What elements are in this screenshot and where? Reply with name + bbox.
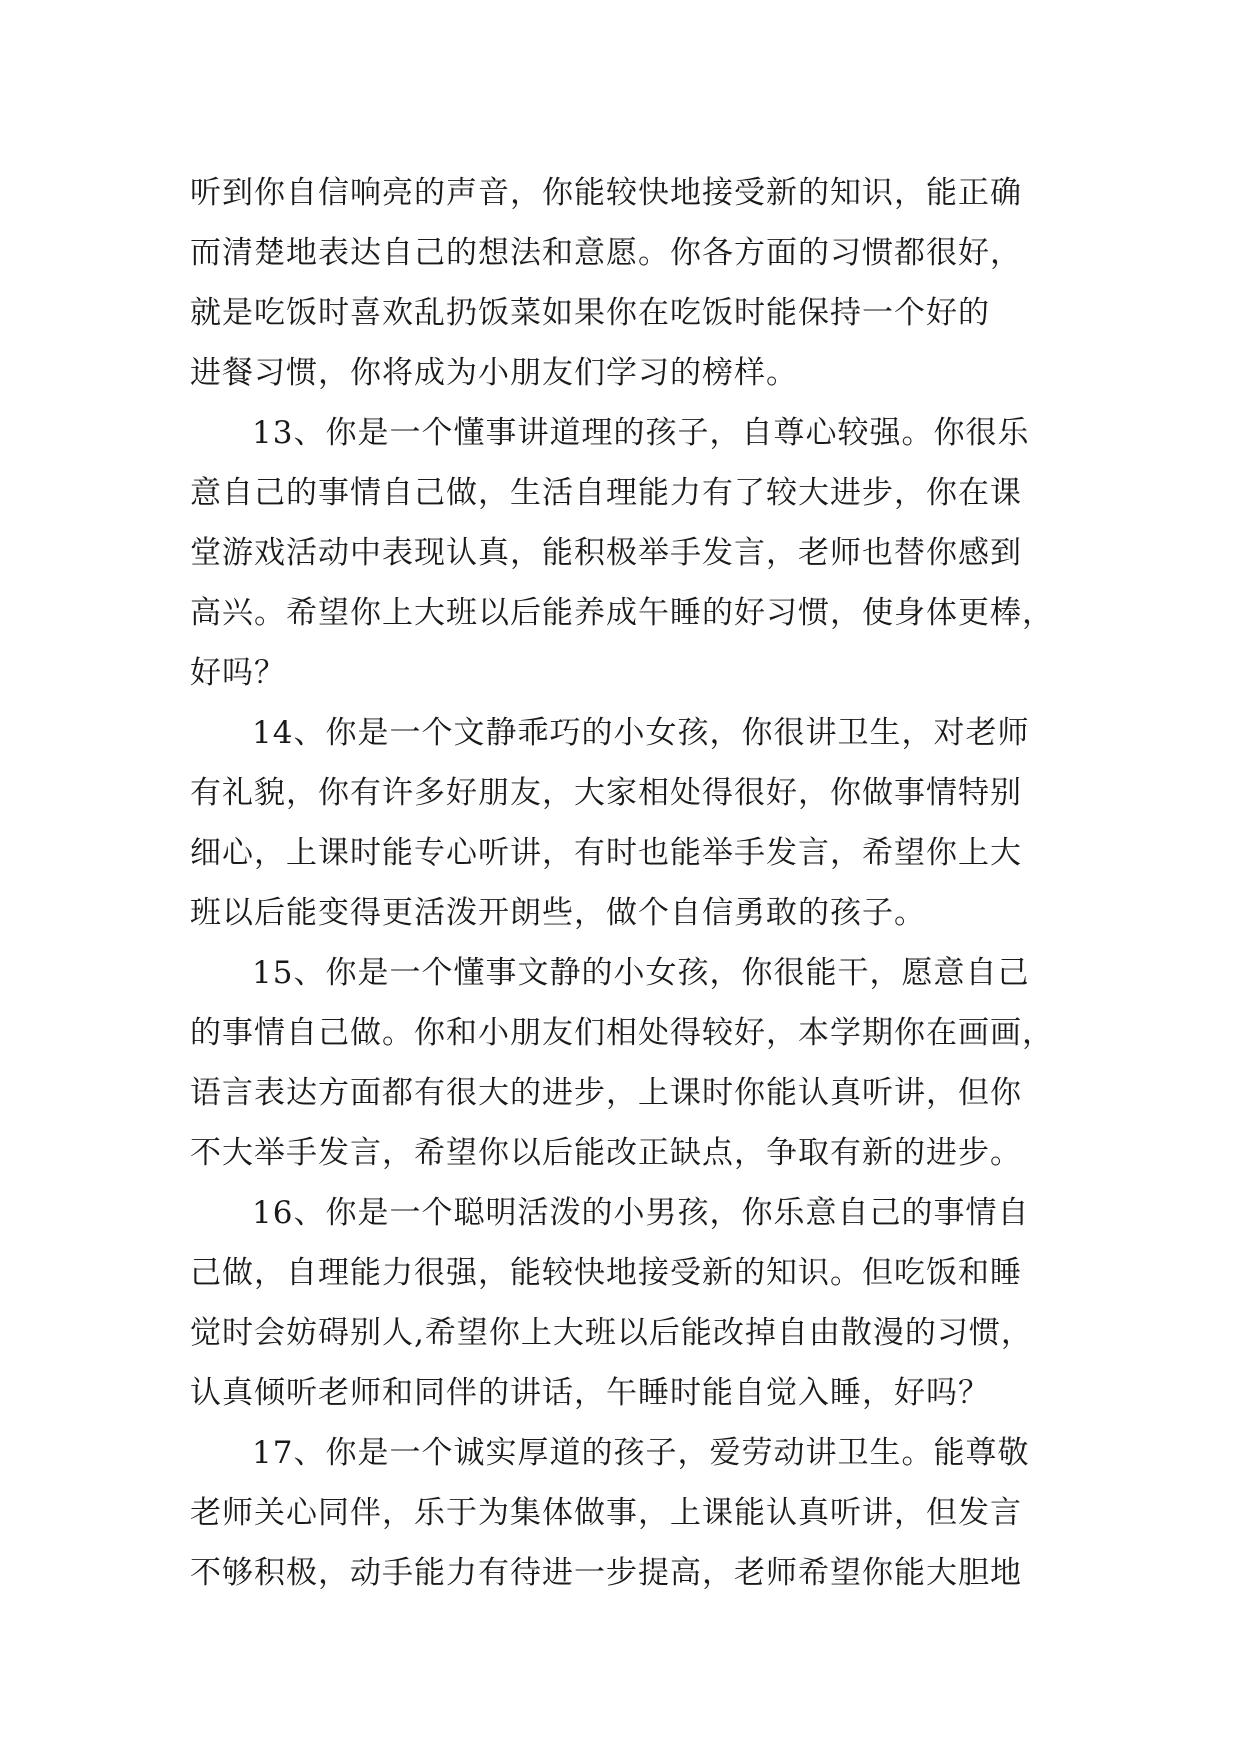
paragraph-start-16: 16、你是一个聪明活泼的小男孩，你乐意自己的事情自 xyxy=(252,1195,1030,1231)
text-line: 进餐习惯，你将成为小朋友们学习的榜样。 xyxy=(190,355,798,391)
paragraph-start-15: 15、你是一个懂事文静的小女孩，你很能干，愿意自己 xyxy=(252,955,1030,991)
text-line: 而清楚地表达自己的想法和意愿。你各方面的习惯都很好， xyxy=(190,235,1022,271)
document-body xyxy=(190,163,1062,1603)
text-line: 班以后能变得更活泼开朗些，做个自信勇敢的孩子。 xyxy=(190,895,926,931)
paragraph-start-17: 17、你是一个诚实厚道的孩子，爱劳动讲卫生。能尊敬 xyxy=(252,1435,1030,1471)
text-line: 觉时会妨碍别人,希望你上大班以后能改掉自由散漫的习惯， xyxy=(190,1315,1033,1351)
paragraph-start-14: 14、你是一个文静乖巧的小女孩，你很讲卫生，对老师 xyxy=(252,715,1030,751)
text-line: 有礼貌，你有许多好朋友，大家相处得很好，你做事情特别 xyxy=(190,775,1022,811)
text-line: 己做，自理能力很强，能较快地接受新的知识。但吃饭和睡 xyxy=(190,1255,1022,1291)
text-line: 好吗？ xyxy=(190,655,286,691)
text-line: 就是吃饭时喜欢乱扔饭菜如果你在吃饭时能保持一个好的 xyxy=(190,295,990,331)
paragraph-start-13: 13、你是一个懂事讲道理的孩子，自尊心较强。你很乐 xyxy=(252,415,1030,451)
text-line: 认真倾听老师和同伴的讲话，午睡时能自觉入睡，好吗？ xyxy=(190,1375,990,1411)
text-line: 高兴。希望你上大班以后能养成午睡的好习惯，使身体更棒， xyxy=(190,595,1054,631)
text-line: 不大举手发言，希望你以后能改正缺点，争取有新的进步。 xyxy=(190,1135,1022,1171)
text-line: 的事情自己做。你和小朋友们相处得较好，本学期你在画画， xyxy=(190,1015,1054,1051)
text-line: 听到你自信响亮的声音，你能较快地接受新的知识，能正确 xyxy=(190,175,1022,211)
text-line: 堂游戏活动中表现认真，能积极举手发言，老师也替你感到 xyxy=(190,535,1022,571)
text-line: 细心，上课时能专心听讲，有时也能举手发言，希望你上大 xyxy=(190,835,1022,871)
text-line: 语言表达方面都有很大的进步，上课时你能认真听讲，但你 xyxy=(190,1075,1022,1111)
text-line: 不够积极，动手能力有待进一步提高，老师希望你能大胆地 xyxy=(190,1555,1022,1591)
text-line: 老师关心同伴，乐于为集体做事，上课能认真听讲，但发言 xyxy=(190,1495,1022,1531)
text-line: 意自己的事情自己做，生活自理能力有了较大进步，你在课 xyxy=(190,475,1022,511)
